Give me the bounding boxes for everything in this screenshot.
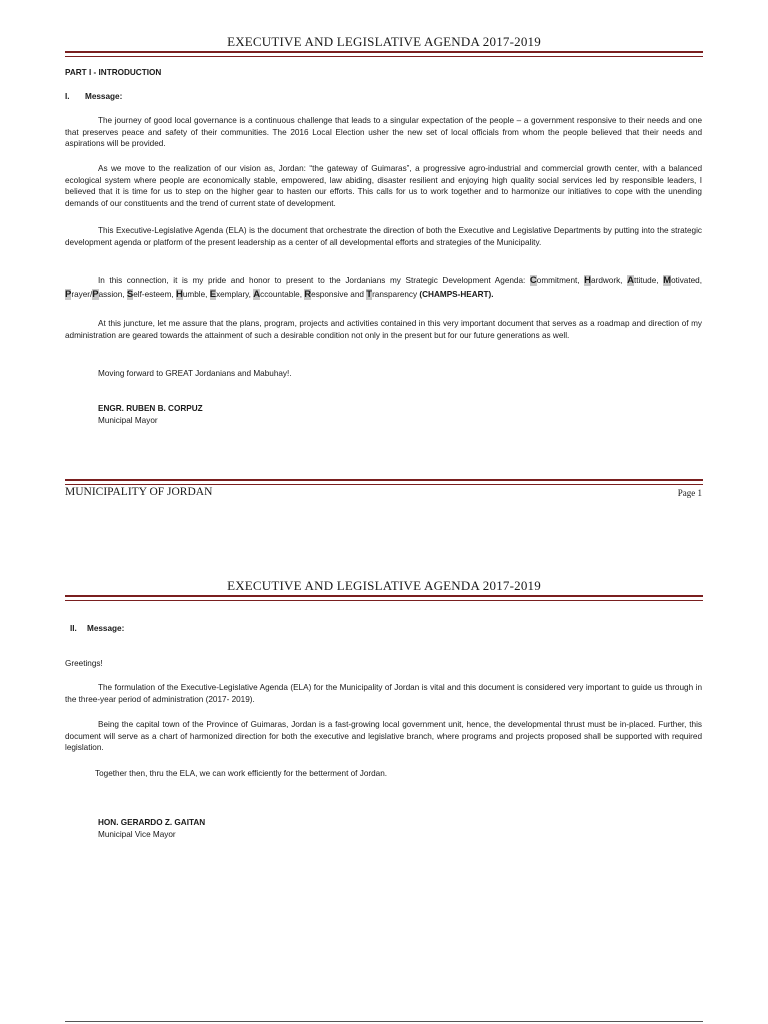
acronym-letter: H xyxy=(175,289,183,300)
page2-header-title: EXECUTIVE AND LEGISLATIVE AGENDA 2017-2019 xyxy=(227,578,541,593)
section-heading-2 xyxy=(70,623,707,635)
mayor-signatory-name: ENGR. RUBEN B. CORPUZ xyxy=(98,404,203,413)
mayor-message-paragraph-4 xyxy=(65,274,702,302)
vice-mayor-message-closing: Together then, thru the ELA, we can work efficiently for the betterment of Jordan. xyxy=(95,769,388,778)
page1-header-title: EXECUTIVE AND LEGISLATIVE AGENDA 2017-2019 xyxy=(227,34,541,49)
acronym-letter: E xyxy=(209,289,217,300)
agenda-intro: In this connection, it is my pride and honor to present to the Jordanians my Strategic Development Agenda: xyxy=(98,276,526,285)
acronym-word xyxy=(627,276,658,285)
page2-header-rule xyxy=(65,595,703,601)
acronym-word xyxy=(366,290,417,299)
vice-mayor-message-paragraph-1: The formulation of the Executive-Legislative Agenda (ELA) for the Municipality of Jordan is vital and this document is considered very important to guide us through in the three-year period of administration (2017- 2019). xyxy=(65,683,702,704)
acronym-word-rest: ommitment, xyxy=(536,276,580,285)
acronym-letter: A xyxy=(253,289,261,300)
section-heading-1 xyxy=(65,91,702,103)
footer-municipality: MUNICIPALITY OF JORDAN xyxy=(65,486,213,498)
acronym-letter: P xyxy=(92,289,99,300)
acronym-word xyxy=(92,290,124,299)
acronym-word-rest: esponsive and xyxy=(311,290,364,299)
acronym-label: (CHAMPS-HEART). xyxy=(419,290,494,299)
acronym-word-rest: xemplary, xyxy=(216,290,251,299)
acronym-letter: P xyxy=(65,289,72,300)
acronym-word xyxy=(304,290,364,299)
mayor-signatory-title: Municipal Mayor xyxy=(98,416,158,425)
vice-mayor-message-paragraph-2: Being the capital town of the Province of Guimaras, Jordan is a fast-growing local government unit, hence, the developmental thrust must be in-placed. Further, this document will serve as a chart of harmonized direction for both the executive and legislative branch, where programs and projects proposed shall be supported with required legislation. xyxy=(65,720,702,752)
vice-mayor-signatory-name: HON. GERARDO Z. GAITAN xyxy=(98,818,206,827)
acronym-letter: R xyxy=(304,289,312,300)
page1-footer-rule xyxy=(65,479,703,485)
section-number: II. xyxy=(70,624,77,633)
acronym-word xyxy=(65,290,92,299)
footer-page-number: Page 1 xyxy=(677,488,702,498)
acronym-word xyxy=(127,290,174,299)
section-label: Message: xyxy=(85,92,123,101)
mayor-message-paragraph-1: The journey of good local governance is a continuous challenge that leads to a singular expectation of the people – a government responsive to their needs and one that preserves peace and safety of their communities. The 2016 Local Election usher the new set of local officials from whom the people believed that their needs and aspirations will be provided. xyxy=(65,116,702,148)
section-label: Message: xyxy=(87,624,125,633)
vice-mayor-signatory-title: Municipal Vice Mayor xyxy=(98,830,176,839)
acronym-word-rest: rayer/ xyxy=(71,290,93,299)
acronym-word xyxy=(663,276,702,285)
acronym-word xyxy=(584,276,622,285)
page2-footer-rule xyxy=(65,1021,703,1022)
acronym-word-rest: ttitude, xyxy=(633,276,659,285)
mayor-message-paragraph-5: At this juncture, let me assure that the plans, program, projects and activities contained in this very important document that serves as a roadmap and direction of my administration are geared towards the attainment of such a desirable condition not only in the present but for our future generations as well. xyxy=(65,319,702,340)
mayor-message-paragraph-3: This Executive-Legislative Agenda (ELA) is the document that orchestrate the direction of both the Executive and Legislative Departments by putting into the strategic development agenda or platform of the present leadership as a center of all developmental efforts and strategies of the Municipality. xyxy=(65,226,702,247)
acronym-word-rest: ccountable, xyxy=(260,290,302,299)
acronym-word xyxy=(210,290,251,299)
acronym-word-rest: elf-esteem, xyxy=(133,290,174,299)
acronym-word-rest: assion, xyxy=(98,290,125,299)
acronym-word xyxy=(253,290,302,299)
acronym-word xyxy=(530,276,580,285)
mayor-message-closing: Moving forward to GREAT Jordanians and Mabuhay!. xyxy=(98,369,292,378)
acronym-letter: M xyxy=(663,275,672,286)
acronym-word-rest: ardwork, xyxy=(591,276,623,285)
acronym-letter: T xyxy=(366,289,373,300)
acronym-letter: A xyxy=(627,275,634,286)
greeting: Greetings! xyxy=(65,659,103,668)
acronym-letter: C xyxy=(529,275,537,286)
acronym-word-rest: umble, xyxy=(182,290,208,299)
acronym-letter: S xyxy=(126,289,134,300)
acronym-word-rest: ransparency xyxy=(372,290,418,299)
mayor-message-paragraph-2: As we move to the realization of our vision as, Jordan: “the gateway of Guimaras”, a progressive agro-industrial and commercial growth center, with a balanced ecological system where people are economically stable, empowered, law abiding, disaster resilient and enjoying high quality social services led by responsible leaders, I believed that it is time for us to step on the higher gear to hasten our efforts. This calls for us to work together and to harmonize our initiatives to cope with the unending demands of our constituents and the trend of current state of development. xyxy=(65,164,702,208)
page1-header-rule xyxy=(65,51,703,57)
acronym-word xyxy=(176,290,207,299)
part-heading: PART I - INTRODUCTION xyxy=(65,68,162,77)
acronym-letter: H xyxy=(584,275,592,286)
acronym-word-rest: otivated, xyxy=(671,276,703,285)
section-number: I. xyxy=(65,92,70,101)
